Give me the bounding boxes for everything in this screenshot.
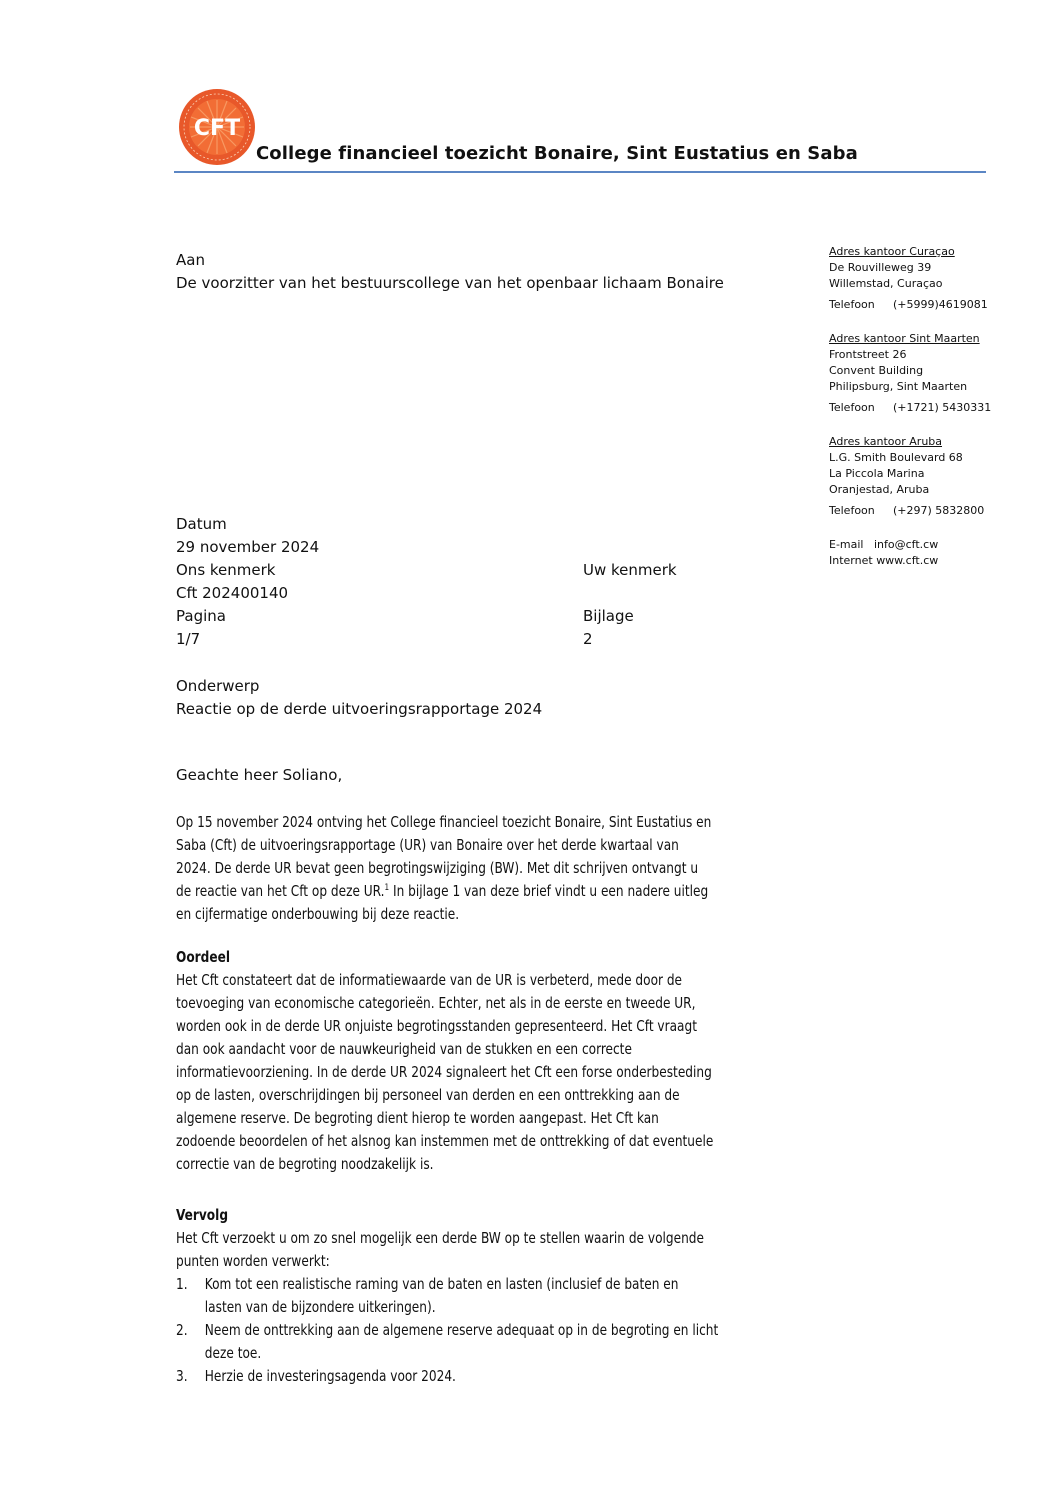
office-sint-maarten-title: Adres kantoor Sint Maarten — [829, 332, 980, 345]
phone-aruba: (+297) 5832800 — [893, 504, 985, 517]
text-span: In bijlage 1 van deze brief vindt u een nadere uitleg — [389, 882, 709, 900]
attachment-label: Bijlage — [583, 607, 634, 625]
our-reference-value: Cft 202400140 — [176, 584, 289, 602]
office-sint-maarten-line: Philipsburg, Sint Maarten — [829, 380, 968, 393]
our-reference-label: Ons kenmerk — [176, 561, 276, 579]
paragraph-line: informatievoorziening. In de derde UR 2024 signaleert het Cft een forse onderbesteding — [176, 1063, 712, 1081]
office-curacao-title: Adres kantoor Curaçao — [829, 245, 955, 258]
phone-label: Telefoon — [829, 401, 875, 414]
page-value: 1/7 — [176, 630, 201, 648]
paragraph-line: Het Cft constateert dat de informatiewaarde van de UR is verbeterd, mede door de — [176, 971, 683, 989]
date-value: 29 november 2024 — [176, 538, 320, 556]
list-item — [176, 1365, 815, 1388]
section-heading-oordeel: Oordeel — [176, 948, 230, 966]
office-aruba-line: La Piccola Marina — [829, 467, 925, 480]
vervolg-section — [176, 1204, 815, 1388]
list-item-line: Kom tot een realistische raming van de baten en lasten (inclusief de baten en — [204, 1275, 679, 1293]
office-curacao-line: De Rouvilleweg 39 — [829, 261, 932, 274]
page-label: Pagina — [176, 607, 226, 625]
list-item — [176, 1319, 815, 1365]
paragraph-line: op de lasten, overschrijdingen bij personeel van derden en een onttrekking aan de — [176, 1086, 680, 1104]
intro-paragraph — [176, 811, 815, 926]
cft-logo-icon — [178, 88, 256, 166]
list-item — [176, 1273, 815, 1319]
list-number: 3. — [176, 1367, 188, 1385]
paragraph-line: zodoende beoordelen of het alsnog kan instemmen met de onttrekking of dat eventuele — [176, 1132, 714, 1150]
office-aruba-line: L.G. Smith Boulevard 68 — [829, 451, 963, 464]
paragraph-line: Saba (Cft) de uitvoeringsrapportage (UR) van Bonaire over het derde kwartaal van — [176, 836, 679, 854]
date-label: Datum — [176, 515, 227, 533]
list-item-line: Herzie de investeringsagenda voor 2024. — [204, 1367, 456, 1385]
paragraph-line: toevoeging van economische categorieën. Echter, net als in de eerste en tweede UR, — [176, 994, 696, 1012]
office-aruba — [829, 434, 984, 519]
phone-label: Telefoon — [829, 298, 875, 311]
paragraph-line: dan ook aandacht voor de nauwkeurigheid van de stukken en een correcte — [176, 1040, 632, 1058]
phone-curacao: (+5999)4619081 — [893, 298, 988, 311]
header-divider — [174, 171, 986, 173]
recipient-label: Aan — [176, 251, 205, 269]
paragraph-line: Het Cft verzoekt u om zo snel mogelijk een derde BW op te stellen waarin de volgende — [176, 1229, 704, 1247]
section-heading-vervolg: Vervolg — [176, 1206, 229, 1224]
paragraph-line: punten worden verwerkt: — [176, 1252, 330, 1270]
paragraph-line: 2024. De derde UR bevat geen begrotingswijziging (BW). Met dit schrijven ontvangt u — [176, 859, 699, 877]
list-number: 2. — [176, 1321, 188, 1339]
website-link[interactable]: www.cft.cw — [876, 554, 939, 567]
internet-label: Internet — [829, 554, 873, 567]
phone-sint-maarten: (+1721) 5430331 — [893, 401, 992, 414]
office-sint-maarten-line: Frontstreet 26 — [829, 348, 907, 361]
subject-text: Reactie op de derde uitvoeringsrapportage 2024 — [176, 700, 543, 718]
your-reference-label: Uw kenmerk — [583, 561, 677, 579]
list-item-line: lasten van de bijzondere uitkeringen). — [204, 1298, 436, 1316]
list-item-line: Neem de onttrekking aan de algemene reserve adequaat op in de begroting en licht — [204, 1321, 719, 1339]
email-label: E-mail — [829, 538, 864, 551]
office-curacao-line: Willemstad, Curaçao — [829, 277, 943, 290]
salutation: Geachte heer Soliano, — [176, 766, 343, 784]
office-aruba-title: Adres kantoor Aruba — [829, 435, 943, 448]
paragraph-line — [176, 880, 815, 903]
office-aruba-line: Oranjestad, Aruba — [829, 483, 930, 496]
paragraph-line: Op 15 november 2024 ontving het College financieel toezicht Bonaire, Sint Eustatius en — [176, 813, 712, 831]
recipient-name: De voorzitter van het bestuurscollege van het openbaar lichaam Bonaire — [176, 274, 724, 292]
attachment-value: 2 — [583, 630, 593, 648]
list-number: 1. — [176, 1275, 188, 1293]
list-item-line: deze toe. — [204, 1344, 262, 1362]
oordeel-section — [176, 946, 815, 1176]
office-curacao — [829, 244, 988, 313]
office-sint-maarten — [829, 331, 991, 416]
phone-label: Telefoon — [829, 504, 875, 517]
email-link[interactable]: info@cft.cw — [874, 538, 939, 551]
subject-label: Onderwerp — [176, 677, 260, 695]
paragraph-line: worden ook in de derde UR onjuiste begrotingsstanden gepresenteerd. Het Cft vraagt — [176, 1017, 697, 1035]
paragraph-line: en cijfermatige onderbouwing bij deze reactie. — [176, 905, 460, 923]
contact-info — [829, 537, 938, 569]
svg-text:CFT: CFT — [193, 116, 241, 141]
paragraph-line: algemene reserve. De begroting dient hierop te worden aangepast. Het Cft kan — [176, 1109, 659, 1127]
footnote-reference[interactable]: 1 — [384, 883, 390, 893]
paragraph-line: correctie van de begroting noodzakelijk is. — [176, 1155, 434, 1173]
text-span: de reactie van het Cft op deze UR. — [176, 882, 385, 900]
org-title: College financieel toezicht Bonaire, Sint Eustatius en Saba — [256, 143, 858, 164]
office-sint-maarten-line: Convent Building — [829, 364, 924, 377]
